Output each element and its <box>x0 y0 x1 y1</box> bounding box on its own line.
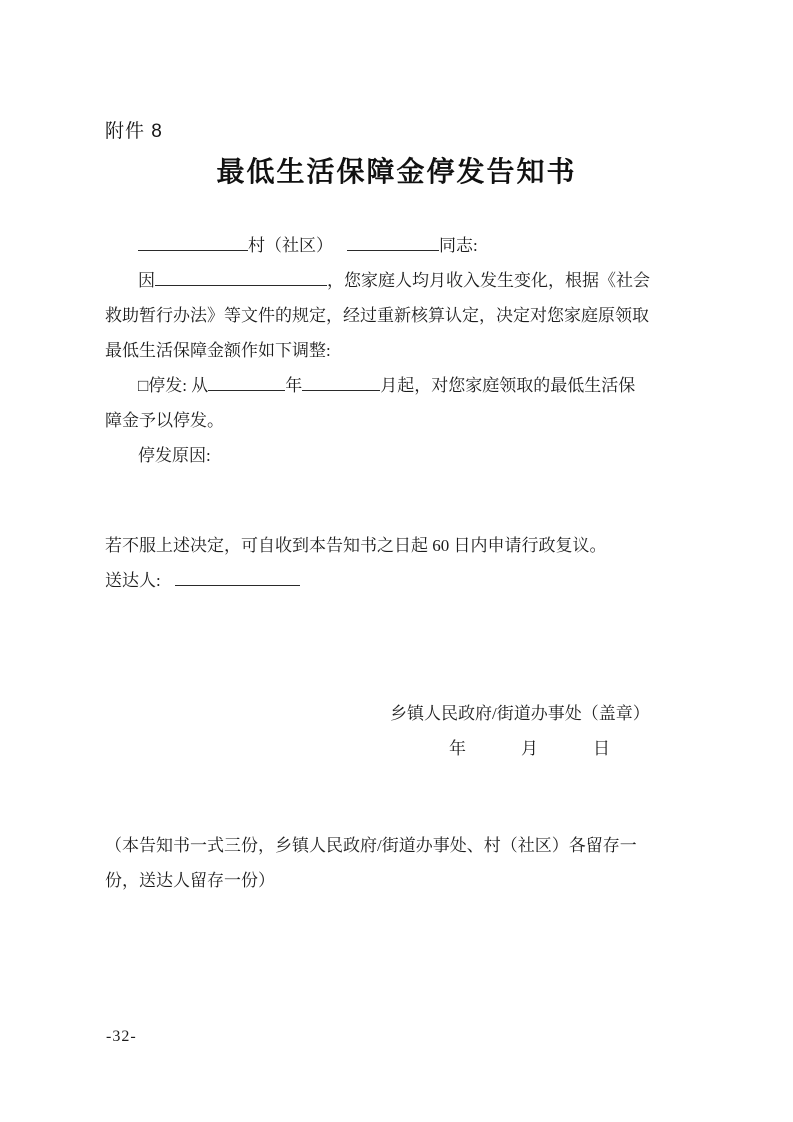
reason-line <box>105 263 695 298</box>
deliverer-line <box>105 563 695 598</box>
attachment-label: 附件 8 <box>105 121 163 142</box>
text-segment: 年 <box>285 376 303 395</box>
document-body <box>105 228 695 598</box>
note-block <box>105 828 705 898</box>
text-segment: ，您家庭人均月收入发生变化，根据《社会 <box>327 271 650 290</box>
blank-field <box>347 236 439 251</box>
stop-option-line <box>105 368 695 403</box>
body-line-2 <box>105 298 695 333</box>
page-number: -32- <box>106 1028 137 1045</box>
text-segment: 因 <box>138 271 155 290</box>
blank-field <box>155 271 327 286</box>
text-segment: 救助暂行办法》等文件的规定，经过重新核算认定，决定对您家庭原领取 <box>105 306 649 325</box>
note-line-2: 份，送达人留存一份） <box>105 871 275 890</box>
text-segment: 送达人: <box>105 571 165 590</box>
blank-field <box>138 236 248 251</box>
salutation-line <box>105 228 695 263</box>
text-segment: □停发: 从 <box>138 376 209 395</box>
text-segment: 障金予以停发。 <box>105 411 224 430</box>
blank-field <box>208 376 285 391</box>
signature-org: 乡镇人民政府/街道办事处（盖章） <box>390 704 650 723</box>
text-segment: 月起，对您家庭领取的最低生活保 <box>380 376 636 395</box>
stop-option-line-2 <box>105 403 695 438</box>
document-title: 最低生活保障金停发告知书 <box>216 157 577 188</box>
appeal-line <box>105 528 695 563</box>
text-segment: 停发原因: <box>138 446 211 465</box>
stop-reason-line <box>105 438 695 473</box>
blank-field <box>175 571 300 586</box>
signature-date: 年 月 日 <box>449 739 611 758</box>
blank-field <box>302 376 380 391</box>
text-segment: 最低生活保障金额作如下调整: <box>105 341 331 360</box>
body-line-3 <box>105 333 695 368</box>
text-segment: 若不服上述决定，可自收到本告知书之日起 60 日内申请行政复议。 <box>105 536 607 555</box>
text-segment: 同志: <box>439 236 478 255</box>
text-segment: 村（社区） <box>248 236 333 255</box>
note-line-1: （本告知书一式三份，乡镇人民政府/街道办事处、村（社区）各留存一 <box>105 836 637 855</box>
signature-block <box>390 696 670 766</box>
